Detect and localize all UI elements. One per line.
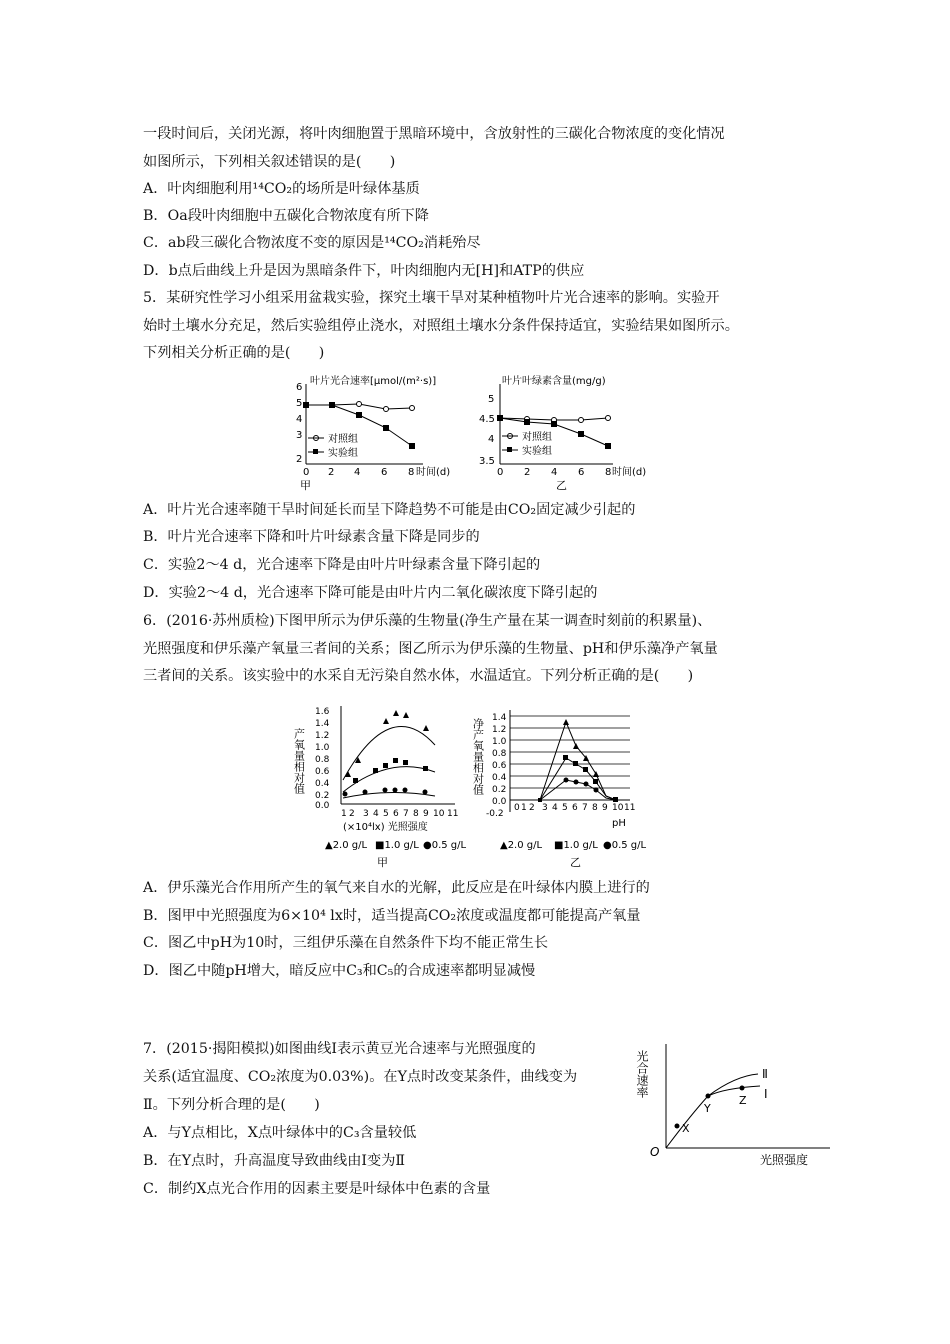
y-tick: 1.0 [492, 737, 507, 747]
point-z-label: Z [739, 1094, 747, 1107]
q5-option-b: B．叶片光合速率下降和叶片叶绿素含量下降是同步的 [143, 529, 480, 545]
x-tick: 4 [551, 467, 558, 478]
x-tick: 2 [529, 803, 535, 813]
q6-option-d: D．图乙中随pH增大，暗反应中C₃和C₅的合成速率都明显减慢 [143, 963, 536, 979]
legend-2g: ▲2.0 g/L [325, 840, 368, 851]
point-y-label: Y [704, 1102, 711, 1115]
y-tick: 1.0 [315, 743, 330, 753]
q7-figure-photosynthesis-curve [635, 1036, 840, 1176]
x-tick: 9 [602, 803, 608, 813]
x-tick: 8 [413, 809, 419, 819]
y-tick: 0.0 [315, 801, 330, 811]
q5-stem-line1: 5．某研究性学习小组采用盆栽实验，探究土壤干旱对某种植物叶片光合速率的影响。实验开 [143, 290, 720, 306]
x-tick: 6 [572, 803, 578, 813]
y-tick: 0.2 [315, 791, 330, 801]
y-tick: 0.4 [315, 779, 330, 789]
x-tick: 4 [373, 809, 379, 819]
q6-stem-line1: 6．(2016·苏州质检)下图甲所示为伊乐藻的生物量(净生产量在某一调查时刻前的积累量)、 [143, 613, 712, 629]
q4-stem-line2: 如图所示，下列相关叙述错误的是( ) [143, 154, 396, 170]
origin-label: O [650, 1145, 660, 1159]
curve-1-label: Ⅰ [764, 1087, 768, 1101]
q7-option-c: C．制约X点光合作用的因素主要是叶绿体中色素的含量 [143, 1181, 491, 1197]
x-axis-label: pH [612, 818, 626, 829]
legend-05g: ●0.5 g/L [423, 840, 467, 851]
q4-option-d: D．b点后曲线上升是因为黑暗条件下，叶肉细胞内无[H]和ATP的供应 [143, 263, 585, 279]
x-tick: 4 [552, 803, 558, 813]
q4-option-a: A．叶肉细胞利用¹⁴CO₂的场所是叶绿体基质 [143, 181, 420, 197]
y-tick: 0.8 [492, 749, 507, 759]
q7-stem-line2: 关系(适宜温度、CO₂浓度为0.03%)。在Y点时改变某条件，曲线变为 [143, 1069, 578, 1085]
legend-experiment: 实验组 [522, 446, 552, 457]
y-tick: 5 [488, 394, 495, 405]
y-tick: 0.6 [315, 767, 330, 777]
x-tick: 2 [524, 467, 531, 478]
x-tick: 2 [349, 809, 355, 819]
x-tick: 11 [624, 803, 636, 813]
x-tick: 1 [521, 803, 527, 813]
y-tick: 3 [296, 430, 303, 441]
x-tick: 8 [605, 467, 612, 478]
legend-experiment: 实验组 [328, 448, 358, 459]
q6-option-b: B．图甲中光照强度为6×10⁴ lx时，适当提高CO₂浓度或温度都可能提高产氧量 [143, 908, 641, 924]
y-tick: 4.5 [479, 414, 495, 425]
curve-2-label: Ⅱ [762, 1067, 768, 1081]
legend-05g: ●0.5 g/L [603, 840, 647, 851]
x-tick: 0 [514, 803, 520, 813]
legend-1g: ■1.0 g/L [554, 840, 598, 851]
q4-stem-line1: 一段时间后，关闭光源，将叶肉细胞置于黑暗环境中，含放射性的三碳化合物浓度的变化情况 [143, 126, 725, 142]
x-tick: 5 [562, 803, 568, 813]
x-tick: 8 [408, 467, 415, 478]
y-tick: 4 [296, 414, 303, 425]
q7-option-a: A．与Y点相比，X点叶绿体中的C₃含量较低 [143, 1125, 417, 1141]
figure-caption: 乙 [556, 479, 567, 492]
x-axis-label: 时间(d) [612, 467, 647, 478]
figure-caption: 甲 [377, 856, 388, 869]
x-tick: 3 [542, 803, 548, 813]
y-tick: 5 [296, 398, 303, 409]
y-tick: 0.2 [492, 785, 507, 795]
q6-figure-light-intensity [292, 700, 470, 875]
q5-option-d: D．实验2～4 d，光合速率下降可能是由叶片内二氧化碳浓度下降引起的 [143, 585, 598, 601]
x-tick: 10 [433, 809, 445, 819]
q5-option-a: A．叶片光合速率随干旱时间延长而呈下降趋势不可能是由CO₂固定减少引起的 [143, 502, 636, 518]
x-tick: 10 [612, 803, 624, 813]
x-tick: 6 [393, 809, 399, 819]
x-tick: 9 [423, 809, 429, 819]
x-tick: 11 [447, 809, 459, 819]
y-tick: 1.4 [492, 713, 507, 723]
y-tick: 0.4 [492, 773, 507, 783]
x-axis-label: (×10⁴lx) 光照强度 [343, 822, 428, 833]
legend-control: 对照组 [328, 434, 358, 445]
q6-option-c: C．图乙中pH为10时，三组伊乐藻在自然条件下均不能正常生长 [143, 935, 549, 951]
y-tick: 1.2 [315, 731, 330, 741]
figure-caption: 甲 [300, 479, 311, 492]
x-tick: 8 [592, 803, 598, 813]
y-tick: 0.0 [492, 797, 507, 807]
y-tick: 4 [488, 434, 495, 445]
q5-figure-chlorophyll [478, 372, 668, 492]
y-axis-label: 叶片光合速率[μmol/(m²·s)] [310, 376, 437, 387]
x-tick: 1 [341, 809, 347, 819]
x-tick: 3 [363, 809, 369, 819]
y-tick: 0.8 [315, 755, 330, 765]
x-tick: 2 [328, 467, 335, 478]
y-tick: -0.2 [486, 809, 504, 819]
q5-option-c: C．实验2～4 d，光合速率下降是由叶片叶绿素含量下降引起的 [143, 557, 541, 573]
legend-2g: ▲2.0 g/L [500, 840, 543, 851]
legend-1g: ■1.0 g/L [375, 840, 419, 851]
y-tick: 1.6 [315, 707, 330, 717]
y-tick: 3.5 [479, 456, 495, 467]
x-tick: 0 [303, 467, 310, 478]
y-tick: 1.2 [492, 725, 507, 735]
x-tick: 6 [578, 467, 585, 478]
x-tick: 5 [383, 809, 389, 819]
q6-option-a: A．伊乐藻光合作用所产生的氧气来自水的光解，此反应是在叶绿体内膜上进行的 [143, 880, 650, 896]
y-axis-label: 叶片叶绿素含量(mg/g) [502, 376, 606, 387]
q4-option-b: B．Oa段叶肉细胞中五碳化合物浓度有所下降 [143, 208, 429, 224]
y-tick: 2 [296, 454, 303, 465]
point-x-label: X [682, 1122, 690, 1135]
q5-stem-line3: 下列相关分析正确的是( ) [143, 345, 325, 361]
x-tick: 7 [403, 809, 409, 819]
y-axis-label: 产氧量相对值 [292, 728, 306, 794]
q6-figure-ph [470, 700, 660, 875]
y-tick: 1.4 [315, 719, 330, 729]
figure-caption: 乙 [570, 856, 581, 869]
q7-stem-line3: Ⅱ。下列分析合理的是( ) [143, 1097, 320, 1113]
y-axis-label: 净产氧量相对值 [471, 718, 485, 795]
x-axis-label: 时间(d) [416, 467, 451, 478]
x-tick: 6 [381, 467, 388, 478]
q5-figure-photosynthesis-rate [288, 372, 478, 492]
x-tick: 4 [354, 467, 361, 478]
x-tick: 0 [497, 467, 504, 478]
q7-stem-line1: 7．(2015·揭阳模拟)如图曲线Ⅰ表示黄豆光合速率与光照强度的 [143, 1041, 536, 1057]
legend-control: 对照组 [522, 432, 552, 443]
y-axis-label: 光合速率 [635, 1050, 649, 1098]
q5-stem-line2: 始时土壤水分充足，然后实验组停止浇水，对照组土壤水分条件保持适宜，实验结果如图所示。 [143, 318, 739, 334]
y-tick: 6 [296, 382, 303, 393]
q4-option-c: C．ab段三碳化合物浓度不变的原因是¹⁴CO₂消耗殆尽 [143, 235, 481, 251]
x-tick: 7 [582, 803, 588, 813]
q6-stem-line2: 光照强度和伊乐藻产氧量三者间的关系；图乙所示为伊乐藻的生物量、pH和伊乐藻净产氧量 [143, 641, 718, 657]
q7-option-b: B．在Y点时，升高温度导致曲线由Ⅰ变为Ⅱ [143, 1153, 406, 1169]
y-tick: 0.6 [492, 761, 507, 771]
q6-stem-line3: 三者间的关系。该实验中的水采自无污染自然水体，水温适宜。下列分析正确的是( ) [143, 668, 694, 684]
x-axis-label: 光照强度 [760, 1153, 809, 1167]
